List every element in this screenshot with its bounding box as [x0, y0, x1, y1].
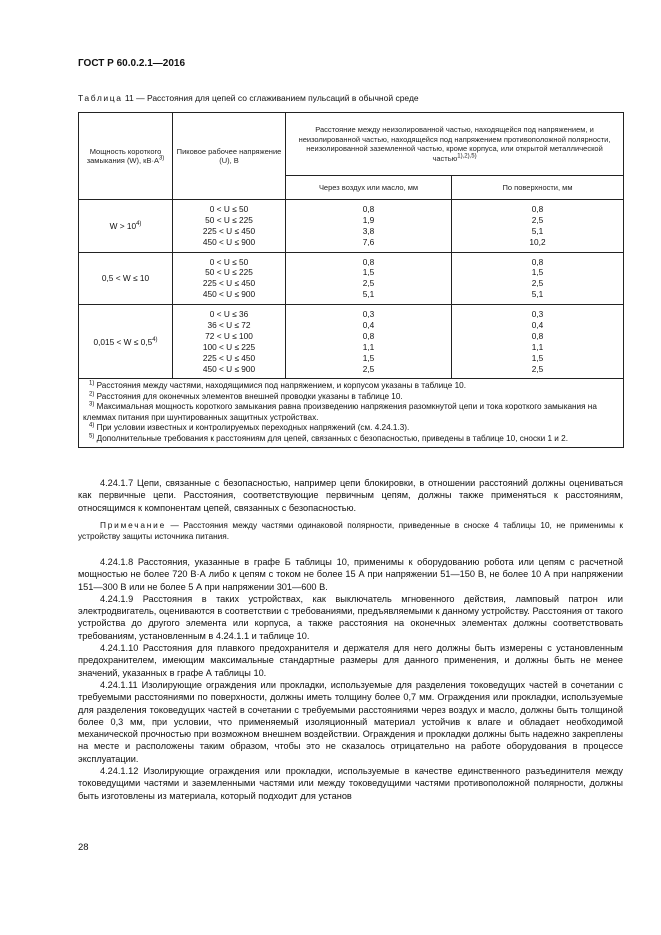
- air-cell: 0,8 1,5 2,5 5,1: [286, 252, 452, 305]
- table-caption: [78, 93, 419, 103]
- paragraph-4-24-1-9: 4.24.1.9 Расстояния в таких устройствах, как выключатель мгновенного действия, ламповый патрон или электродвигатель, оцениваются в соответствии с требованиями, предъявляемыми к данному устройству. Расстояния от такого устройства до другого элемента или корпуса, а также расстояния на оконечных элементах должны соответствовать требованиям, установленным в 4.24.1.1 и таблице 10.: [78, 593, 623, 641]
- standard-designation: ГОСТ Р 60.0.2.1—2016: [78, 58, 186, 69]
- table-footnotes-row: [79, 379, 624, 447]
- paragraph-4-24-1-7: 4.24.1.7 Цепи, связанные с безопасностью, например цепи блокировки, в отношении расстояний должны оцениваться как первичные цепи. Расстояния, соответствующие первичным цепям, должны также применяться к расстояниям, относящимся к компонентам цепей, связанных с безопасностью.: [78, 478, 623, 513]
- caption-prefix: Таблица: [78, 93, 123, 103]
- surface-cell: 0,8 1,5 2,5 5,1: [452, 252, 624, 305]
- surface-cell: 0,8 2,5 5,1 10,2: [452, 200, 624, 253]
- note-paragraph: [78, 520, 623, 542]
- table-row-group-2: [79, 252, 624, 305]
- footnote: $^{4)}$ При условии известных и контролируемых переходных напряжений (см. 4.24.1.3).: [89, 422, 410, 433]
- header-surface: По поверхности, мм: [452, 176, 624, 200]
- header-voltage: Пиковое рабочее напряжение (U), В: [173, 113, 286, 200]
- header-air: Через воздух или масло, мм: [286, 176, 452, 200]
- surface-cell: 0,3 0,4 0,8 1,1 1,5 2,5: [452, 305, 624, 379]
- footnote: $^{1)}$ Расстояния между частями, находящимися под напряжением, и корпусом указаны в таблице 10.: [89, 380, 466, 391]
- voltage-cell: 0 < U ≤ 50 50 < U ≤ 225 225 < U ≤ 450 450 < U ≤ 900: [173, 200, 286, 253]
- voltage-cell: 0 < U ≤ 50 50 < U ≤ 225 225 < U ≤ 450 450 < U ≤ 900: [173, 252, 286, 305]
- page-number: 28: [78, 842, 89, 853]
- body-text-top: [78, 477, 623, 542]
- paragraph-4-24-1-12: 4.24.1.12 Изолирующие ограждения или прокладки, используемые в качестве единственного разъединителя между токоведущими частями и заземленными частями или между токоведущими частями противоположной полярности, должны быть изготовлены из материала, который подходит для установ: [78, 766, 623, 801]
- header-distance: Расстояние между неизолированной частью, находящейся под напряжением, и неизолированной частью, находящейся под напряжением противоположной полярности, неизолированной заземленной частью, кроме корпуса, или открытой металлической частью$^{1),2),5)}$: [286, 113, 624, 176]
- footnote: $^{2)}$ Расстояния для оконечных элементов внешней проводки указаны в таблице 10.: [89, 391, 403, 401]
- table-row-group-1: [79, 200, 624, 253]
- distances-table: [78, 112, 624, 448]
- voltage-cell: 0 < U ≤ 36 36 < U ≤ 72 72 < U ≤ 100 100 < U ≤ 225 225 < U ≤ 450 450 < U ≤ 900: [173, 305, 286, 379]
- header-power: Мощность короткого замыкания (W), $кВ\cdot А^{3)}$: [79, 113, 173, 200]
- body-text-main: [78, 556, 623, 802]
- power-cell: $0,015 < W \le 0,5^{4)}$: [79, 305, 173, 379]
- power-cell: 0,5 < W ≤ 10: [79, 252, 173, 305]
- paragraph-4-24-1-11: 4.24.1.11 Изолирующие ограждения или прокладки, используемые для разделения токоведущих частей в сочетании с требуемыми расстояниями по поверхности, должны иметь толщину более 0,7 мм. Ограждения или прокладки, используемые для разделения токоведущих частей в сочетании с требуемыми расстояниями через воздух и масло, должны быть толщиной более 0,3 мм, при условии, что применяемый изоляционный материал устойчив к влаге и обладает необходимой механической прочностью при возможном внешнем воздействии. Ограждения и прокладки должны быть надежно закреплены на месте и расположены таким образом, чтобы это не сказалось отрицательно на работе оборудования в процессе эксплуатации.: [78, 679, 623, 764]
- footnote: $^{5)}$ Дополнительные требования к расстояниям для цепей, связанных с безопасностью, приведены в таблице 10, сноски 1 и 2.: [89, 432, 568, 443]
- air-cell: 0,3 0,4 0,8 1,1 1,5 2,5: [286, 305, 452, 379]
- table-row-group-3: [79, 305, 624, 379]
- footnote: $^{3)}$ Максимальная мощность короткого замыкания равна произведению напряжения разомкнутой цепи и тока короткого замыкания на клеммах питания при шунтированных защитных устройствах.: [83, 401, 597, 422]
- caption-text: 11 — Расстояния для цепей со сглаживанием пульсаций в обычной среде: [122, 93, 419, 103]
- note-text: — Расстояния между частями одинаковой полярности, приведенные в сноске 4 таблицы 10, не применимы к устройству защиты источника питания.: [78, 519, 623, 541]
- paragraph-4-24-1-8: 4.24.1.8 Расстояния, указанные в графе Б таблицы 10, применимы к оборудованию робота или цепям с расчетной мощностью не более 720 В·А либо к цепям с током не более 15 А при напряжении 51—150 В, не более 10 А при напряжении 151—300 В или не более 5 А при напряжении 301—600 В.: [78, 557, 623, 592]
- paragraph-4-24-1-10: 4.24.1.10 Расстояния для плавкого предохранителя и держателя для него должны быть измерены с установленным предохранителем, имеющим максимальные стандартные размеры для данного применения, и должны быть не менее значений, указанных в графе А таблицы 10.: [78, 643, 623, 678]
- power-cell: $W > 10^{4)}$: [79, 200, 173, 253]
- air-cell: 0,8 1,9 3,8 7,6: [286, 200, 452, 253]
- table-footnotes: [79, 379, 624, 447]
- note-label: Примечание: [100, 519, 167, 530]
